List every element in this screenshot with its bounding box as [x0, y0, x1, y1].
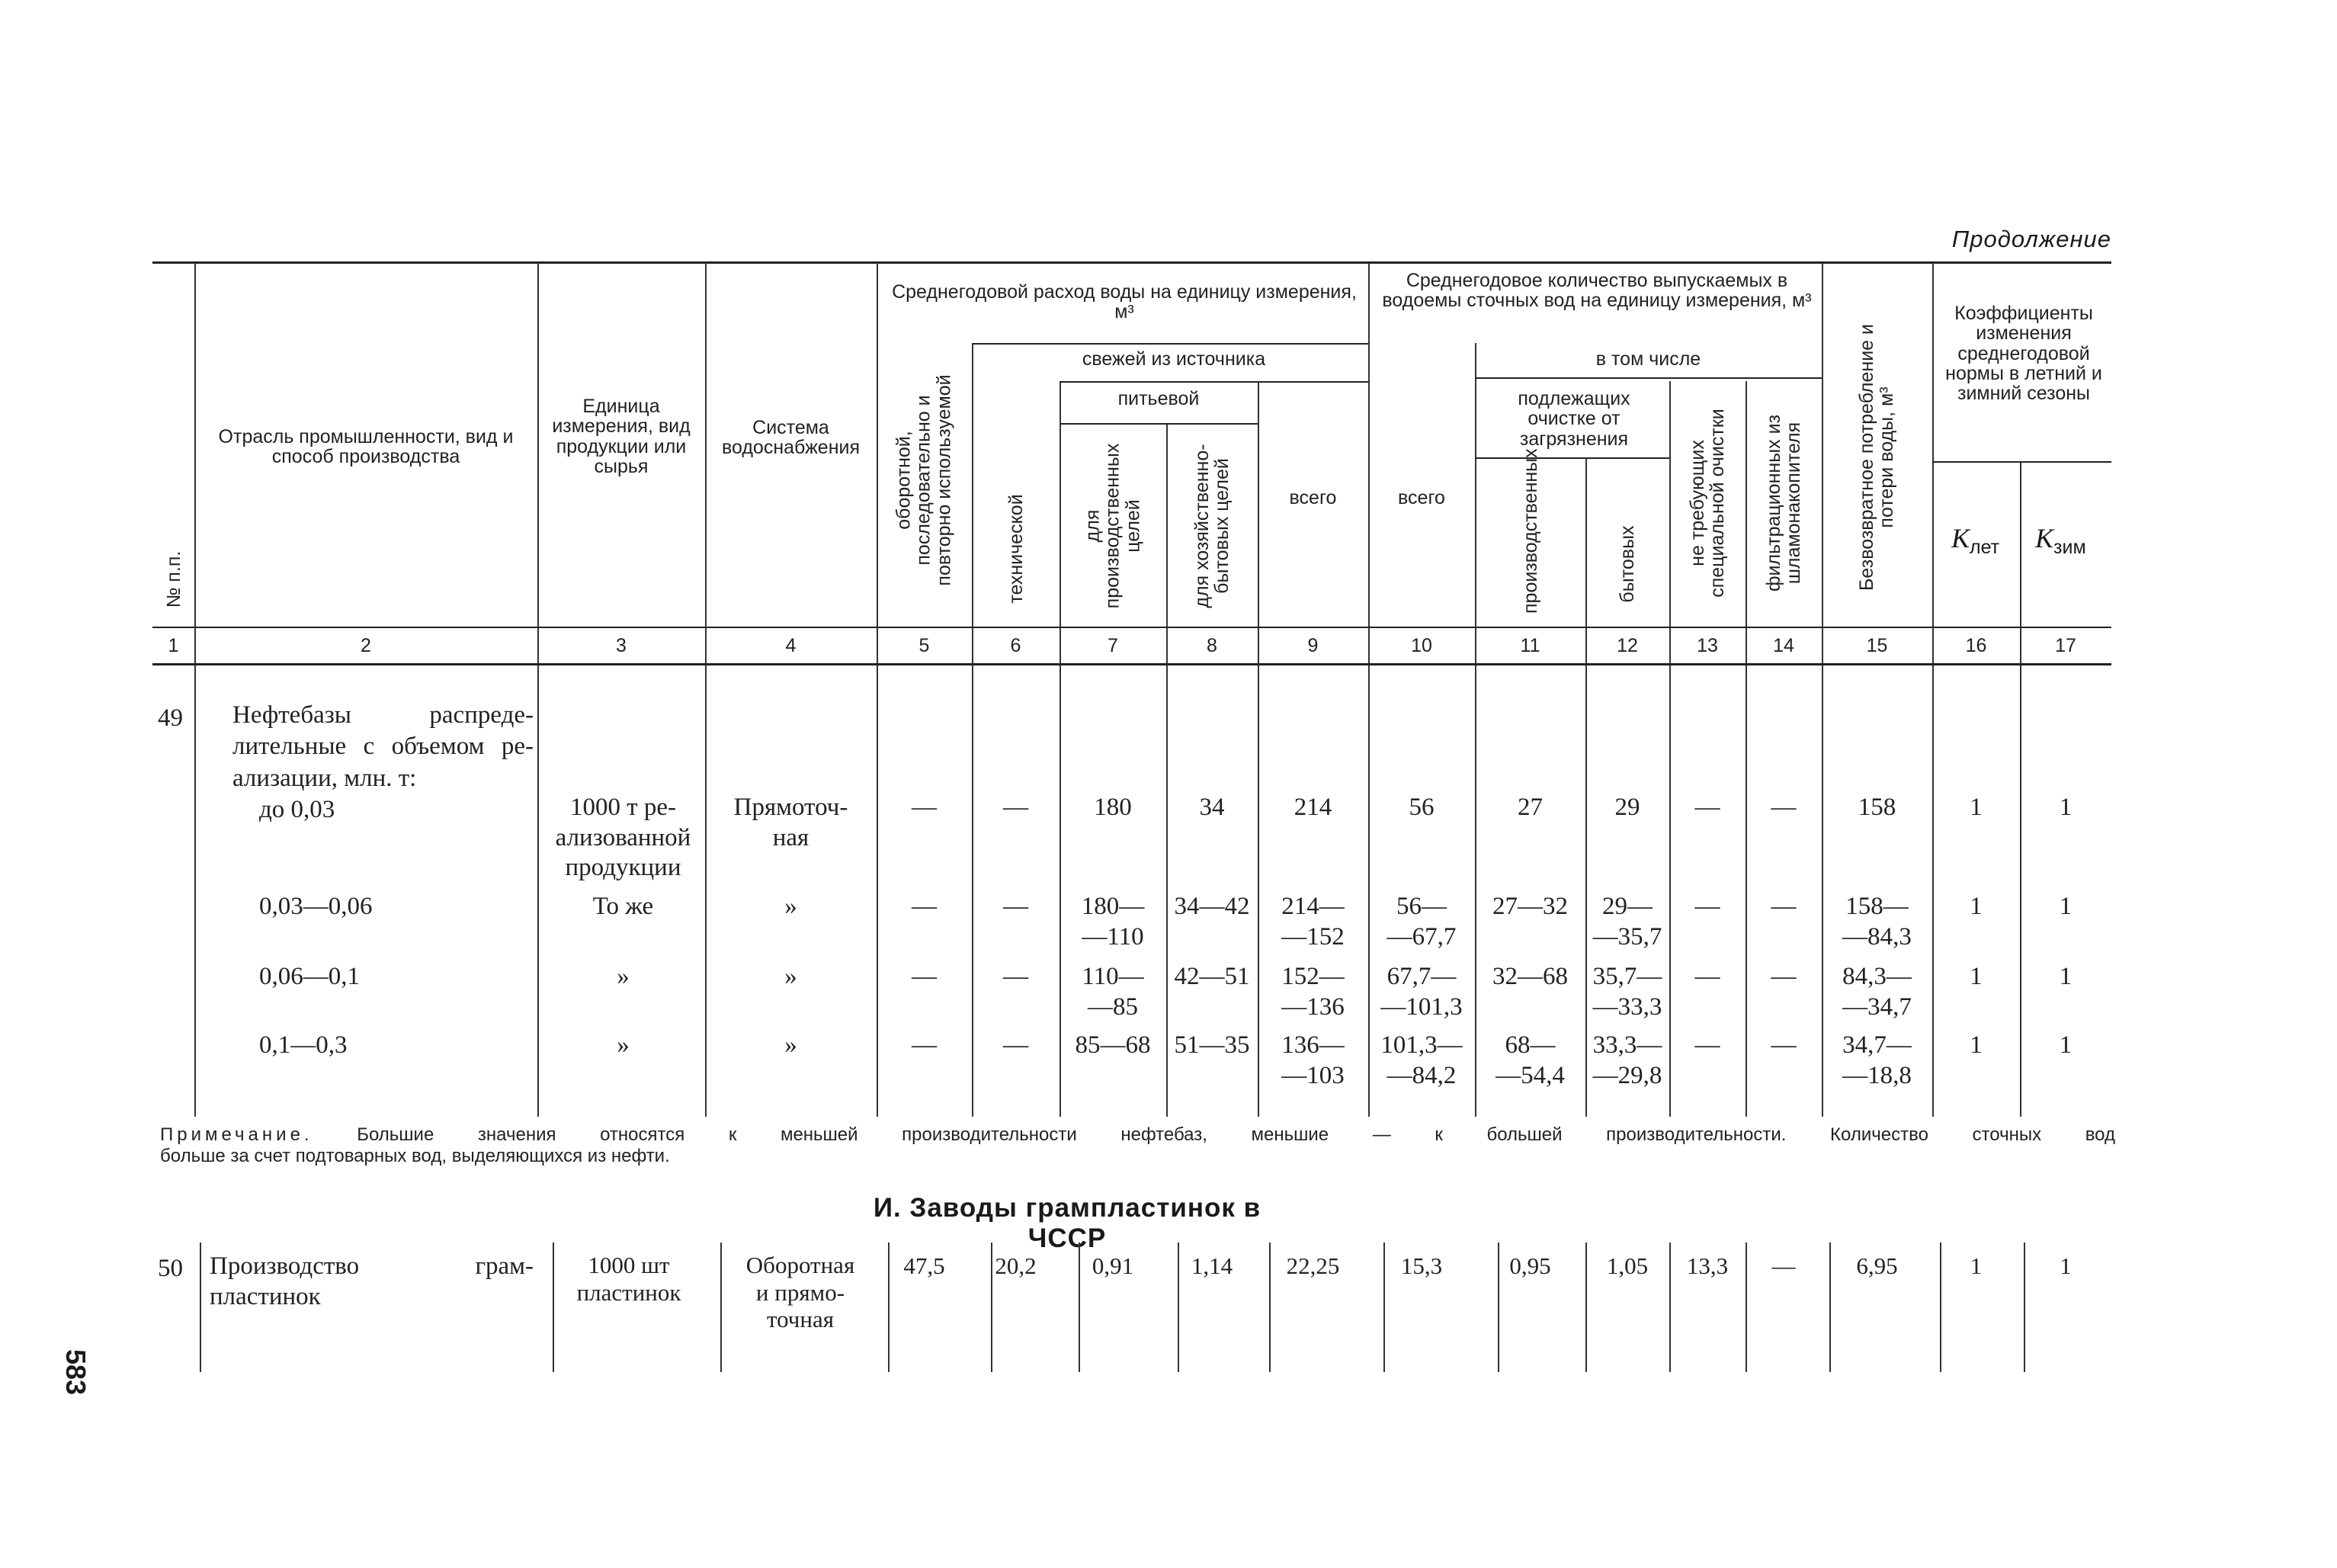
subheader-rule [1932, 461, 2111, 463]
header-group-coefficients: Коэффициенты изменения среднегодовой нормы в летний и зимний сезоны [1945, 303, 2102, 404]
header-industrial: производственных [1519, 448, 1541, 614]
header-group-fresh: свежей из источника [1082, 348, 1266, 370]
unit-line: ализованной [555, 823, 691, 851]
row-title-line: Производство грам- [210, 1252, 534, 1280]
unit-line: продукции [565, 854, 681, 882]
header-production-purposes: для производственных целей [1082, 443, 1144, 609]
table-top-rule [152, 261, 2111, 264]
row50-divider [1746, 1243, 1747, 1372]
subheader-rule [1060, 381, 1368, 383]
value-cell-v17: 1 [2059, 893, 2073, 920]
system-cell [720, 1252, 880, 1333]
value-cell-v17: 1 [2059, 963, 2073, 990]
value-cell-v17: 1 [2059, 1031, 2073, 1059]
row50-divider [200, 1243, 201, 1372]
system-cell: » [784, 893, 797, 920]
value-cell-v5: — [912, 893, 937, 920]
colnum-bottom-rule [152, 663, 2111, 665]
header-group-discharge: Среднегодовое количество выпускаемых в водоемы сточных вод на единицу измерения, м³ [1382, 270, 1812, 312]
header-divider [1822, 263, 1823, 1117]
value-cell-v15: 34,7— —18,8 [1842, 1031, 1912, 1089]
subrow-label: 0,03—0,06 [259, 893, 373, 920]
unit-cell [541, 793, 705, 883]
value-cell-v6: — [1003, 963, 1028, 990]
header-divider [705, 263, 707, 1117]
col-number: 8 [1207, 635, 1217, 656]
value-cell-v13: 13,3 [1686, 1252, 1729, 1279]
subheader-rule [1475, 457, 1669, 459]
note [160, 1124, 2115, 1166]
header-total-consumption: всего [1289, 487, 1337, 508]
value-cell-v7: 110— —85 [1082, 963, 1144, 1021]
value-cell-v12: 29 [1614, 794, 1640, 821]
header-group-to-treat: подлежащих очистке от загрязнения [1518, 388, 1630, 450]
value-cell-v10: 67,7— —101,3 [1380, 963, 1463, 1021]
note-text: Большие значения относятся к меньшей производительности нефтебаз, меньшие — к большей производительности. Количество сточных вод [357, 1124, 2115, 1145]
col-number: 17 [2055, 635, 2076, 656]
header-divider [1166, 423, 1168, 1117]
value-cell-v17: 1 [2060, 1252, 2072, 1279]
value-cell-v13: — [1694, 893, 1720, 920]
header-divider [1932, 263, 1934, 1117]
value-cell-v15: 6,95 [1856, 1252, 1898, 1279]
header-irrecoverable: Безвозвратное потребление и потери воды, м³ [1855, 324, 1897, 591]
header-group-consumption: Среднегодовой расход воды на единицу измерения, м³ [892, 281, 1357, 323]
continuation-label: Продолжение [1951, 226, 2111, 252]
col-number: 13 [1697, 635, 1718, 656]
value-cell-v10: 56— —67,7 [1386, 893, 1457, 951]
page-number: 583 [60, 1349, 91, 1396]
header-divider [1746, 381, 1747, 1117]
subheader-rule [1060, 423, 1258, 425]
value-cell-v14: — [1771, 1252, 1796, 1279]
row-number: 50 [158, 1255, 183, 1282]
value-cell-v11: 27 [1518, 794, 1543, 821]
row-title-line: пластинок [210, 1282, 321, 1310]
note-line: больше за счет подтоварных вод, выделяющихся из нефти. [160, 1145, 670, 1166]
value-cell-v12: 29— —35,7 [1592, 893, 1662, 951]
col-number: 5 [918, 635, 930, 656]
col-number: 4 [785, 635, 797, 656]
row50-divider [1585, 1243, 1587, 1372]
value-cell-v5: — [912, 794, 937, 821]
header-divider [877, 263, 878, 1117]
value-cell-v16: 1 [1970, 1252, 1983, 1279]
col-number: 1 [168, 635, 179, 656]
subrow-label: 0,1—0,3 [259, 1031, 348, 1059]
header-divider [2020, 461, 2021, 1117]
value-cell-v5: — [912, 1031, 937, 1059]
header-divider [537, 263, 539, 1117]
value-cell-v6: 20,2 [995, 1252, 1037, 1279]
value-cell-v8: 1,14 [1191, 1252, 1233, 1279]
header-row-number: № п.п. [162, 550, 184, 608]
subheader-rule [1475, 377, 1822, 379]
system-cell: » [784, 1031, 797, 1059]
value-cell-v16: 1 [1970, 1031, 1983, 1059]
subrow-label: 0,06—0,1 [259, 963, 360, 990]
col-number: 7 [1108, 635, 1118, 656]
value-cell-v7: 0,91 [1092, 1252, 1134, 1279]
col-number: 11 [1520, 635, 1540, 656]
header-filtration: фильтрационных из шламонакопителя [1762, 414, 1804, 592]
header-divider [194, 263, 196, 1117]
header-recycled: оборотной, последовательно и повторно используемой [893, 374, 955, 586]
value-cell-v6: — [1003, 893, 1028, 920]
value-cell-v5: 47,5 [903, 1252, 945, 1279]
unit-cell [549, 1252, 709, 1306]
value-cell-v8: 51—35 [1174, 1031, 1250, 1059]
value-cell-v7: 85—68 [1075, 1031, 1151, 1059]
value-cell-v14: — [1771, 963, 1797, 990]
note-prefix: Примечание. [160, 1124, 313, 1145]
header-domestic: бытовых [1616, 525, 1638, 603]
col-number: 15 [1866, 635, 1888, 656]
header-divider [1060, 381, 1061, 1117]
note-line [160, 1124, 2115, 1146]
value-cell-v9: 214— —152 [1281, 893, 1345, 951]
value-cell-v16: 1 [1970, 963, 1983, 990]
system-line: точная [766, 1306, 835, 1333]
value-cell-v15: 158— —84,3 [1842, 893, 1912, 951]
row-title-line: Нефтебазы распреде- [232, 701, 534, 729]
row-title-line: лительные с объемом ре- [232, 733, 534, 761]
row-title-line: ализации, млн. т: [232, 764, 417, 792]
header-unit: Единица измерения, вид продукции или сырья [552, 396, 691, 477]
value-cell-v13: — [1694, 963, 1720, 990]
col-number: 10 [1411, 635, 1432, 656]
header-divider [1475, 343, 1476, 1117]
value-cell-v9: 214 [1294, 794, 1332, 821]
value-cell-v11: 27—32 [1492, 893, 1568, 920]
header-group-potable: питьевой [1117, 388, 1200, 409]
system-line: Оборотная [745, 1252, 855, 1278]
header-divider [1585, 457, 1587, 1117]
value-cell-v10: 101,3— —84,2 [1380, 1031, 1463, 1089]
value-cell-v10: 15,3 [1400, 1252, 1443, 1279]
value-cell-v11: 32—68 [1492, 963, 1568, 990]
value-cell-v15: 84,3— —34,7 [1842, 963, 1912, 1021]
unit-line: 1000 шт [588, 1252, 670, 1278]
value-cell-v14: — [1771, 1031, 1797, 1059]
col-number: 9 [1307, 635, 1319, 656]
header-divider [1368, 263, 1370, 1117]
value-cell-v6: — [1003, 1031, 1028, 1059]
header-divider [1258, 381, 1259, 1117]
value-cell-v16: 1 [1970, 794, 1983, 821]
header-group-including: в том числе [1595, 348, 1701, 370]
unit-cell: » [617, 963, 630, 990]
col-number: 14 [1773, 635, 1794, 656]
subheader-rule [972, 343, 1368, 345]
value-cell-v15: 158 [1858, 794, 1896, 821]
unit-cell: То же [592, 893, 654, 920]
header-total-discharge: всего [1398, 487, 1445, 508]
value-cell-v6: — [1003, 794, 1028, 821]
value-cell-v11: 68— —54,4 [1495, 1031, 1565, 1089]
value-cell-v10: 56 [1409, 794, 1435, 821]
row50-divider [1669, 1243, 1671, 1372]
value-cell-v5: — [912, 963, 937, 990]
unit-cell: » [617, 1031, 630, 1059]
value-cell-v12: 35,7— —33,3 [1592, 963, 1662, 1021]
value-cell-v12: 1,05 [1606, 1252, 1649, 1279]
header-supply-system: Система водоснабжения [721, 417, 861, 459]
system-line: Прямоточ- [733, 794, 848, 821]
value-cell-v9: 152— —136 [1281, 963, 1345, 1021]
section-title: И. Заводы грампластинок в ЧССР [873, 1193, 1261, 1253]
value-cell-v8: 34 [1199, 794, 1225, 821]
value-cell-v13: — [1694, 794, 1720, 821]
header-no-treatment: не требующих специальной очистки [1686, 409, 1728, 598]
col-number: 12 [1617, 635, 1638, 656]
value-cell-v8: 42—51 [1174, 963, 1250, 990]
header-industry: Отрасль промышленности, вид и способ производства [218, 426, 514, 468]
system-cell [709, 793, 873, 853]
value-cell-v14: — [1771, 893, 1797, 920]
row-title [232, 700, 534, 794]
col-number: 6 [1010, 635, 1021, 656]
unit-line: 1000 т ре- [569, 794, 677, 821]
value-cell-v16: 1 [1970, 893, 1983, 920]
col-number: 16 [1965, 635, 1987, 656]
value-cell-v7: 180— —110 [1081, 893, 1145, 951]
value-cell-v9: 22,25 [1286, 1252, 1340, 1279]
system-line: и прямо- [755, 1278, 845, 1306]
value-cell-v11: 0,95 [1509, 1252, 1551, 1279]
subrow-label: до 0,03 [259, 796, 335, 823]
row-number: 49 [158, 704, 183, 732]
header-divider [972, 343, 973, 1117]
value-cell-v9: 136— —103 [1281, 1031, 1345, 1089]
value-cell-v14: — [1771, 794, 1797, 821]
header-technical: технической [1005, 494, 1027, 604]
col-number: 3 [616, 635, 627, 656]
value-cell-v12: 33,3— —29,8 [1592, 1031, 1662, 1089]
col-number: 2 [361, 635, 371, 656]
system-line: ная [772, 823, 809, 851]
header-k-winter: $K_{зим}$ [2035, 523, 2086, 559]
system-cell: » [784, 963, 797, 990]
unit-line: пластинок [576, 1278, 681, 1306]
value-cell-v13: — [1694, 1031, 1720, 1059]
header-household-purposes: для хозяйственно-бытовых целей [1191, 444, 1233, 608]
colnum-top-rule [152, 627, 2111, 628]
value-cell-v8: 34—42 [1174, 893, 1250, 920]
header-divider [1669, 381, 1671, 1117]
header-k-summer: $K_{лет}$ [1951, 523, 2000, 559]
value-cell-v17: 1 [2059, 794, 2073, 821]
value-cell-v7: 180 [1094, 794, 1132, 821]
row-title [210, 1252, 534, 1312]
